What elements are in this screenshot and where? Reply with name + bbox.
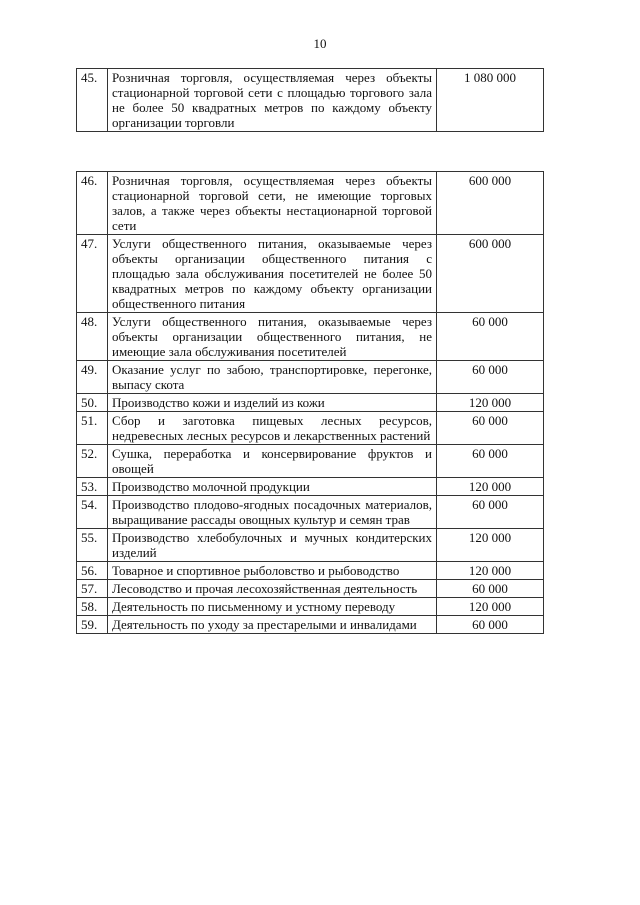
table-row xyxy=(77,598,544,616)
activity-table-top xyxy=(76,68,544,132)
activity-description: Деятельность по уходу за престарелыми и инвалидами xyxy=(108,616,437,634)
activity-description: Производство хлебобулочных и мучных кондитерских изделий xyxy=(108,529,437,562)
page-number: 10 xyxy=(313,36,327,51)
activity-description: Производство молочной продукции xyxy=(108,478,437,496)
row-number: 58. xyxy=(77,598,108,616)
row-number: 47. xyxy=(77,235,108,313)
amount-value: 120 000 xyxy=(437,478,544,496)
row-number: 49. xyxy=(77,361,108,394)
amount-value: 60 000 xyxy=(437,412,544,445)
amount-value: 60 000 xyxy=(437,361,544,394)
row-number: 55. xyxy=(77,529,108,562)
table-row xyxy=(77,529,544,562)
row-number: 45. xyxy=(77,69,108,132)
activity-table-main xyxy=(76,171,544,634)
table-row xyxy=(77,478,544,496)
table-row xyxy=(77,235,544,313)
table-row xyxy=(77,313,544,361)
amount-value: 1 080 000 xyxy=(437,69,544,132)
table-row xyxy=(77,616,544,634)
table-body xyxy=(77,69,544,132)
amount-value: 60 000 xyxy=(437,313,544,361)
row-number: 57. xyxy=(77,580,108,598)
table-row xyxy=(77,361,544,394)
table-row xyxy=(77,412,544,445)
amount-value: 60 000 xyxy=(437,616,544,634)
amount-value: 600 000 xyxy=(437,235,544,313)
amount-value: 60 000 xyxy=(437,580,544,598)
activity-description: Оказание услуг по забою, транспортировке, перегонке, выпасу скота xyxy=(108,361,437,394)
row-number: 50. xyxy=(77,394,108,412)
activity-description: Деятельность по письменному и устному переводу xyxy=(108,598,437,616)
activity-description: Сушка, переработка и консервирование фруктов и овощей xyxy=(108,445,437,478)
activity-description: Товарное и спортивное рыболовство и рыбоводство xyxy=(108,562,437,580)
activity-description: Производство плодово-ягодных посадочных материалов, выращивание рассады овощных культур и семян трав xyxy=(108,496,437,529)
activity-description: Розничная торговля, осуществляемая через объекты стационарной торговой сети, не имеющие торговых залов, а также через объекты нестационарной торговой сети xyxy=(108,172,437,235)
table-body xyxy=(77,172,544,634)
row-number: 53. xyxy=(77,478,108,496)
table-row xyxy=(77,496,544,529)
amount-value: 120 000 xyxy=(437,529,544,562)
table-row xyxy=(77,580,544,598)
amount-value: 60 000 xyxy=(437,445,544,478)
activity-description: Услуги общественного питания, оказываемые через объекты организации общественного питания, не имеющие зала обслуживания посетителей xyxy=(108,313,437,361)
table-row xyxy=(77,394,544,412)
activity-description: Услуги общественного питания, оказываемые через объекты организации общественного питания с площадью зала обслуживания посетителей не более 50 квадратных метров по каждому объекту организации общественного питания xyxy=(108,235,437,313)
table-row xyxy=(77,445,544,478)
amount-value: 120 000 xyxy=(437,562,544,580)
row-number: 59. xyxy=(77,616,108,634)
amount-value: 600 000 xyxy=(437,172,544,235)
row-number: 56. xyxy=(77,562,108,580)
activity-description: Розничная торговля, осуществляемая через объекты стационарной торговой сети с площадью торгового зала не более 50 квадратных метров по каждому объекту организации торговли xyxy=(108,69,437,132)
row-number: 48. xyxy=(77,313,108,361)
table-row xyxy=(77,172,544,235)
activity-description: Производство кожи и изделий из кожи xyxy=(108,394,437,412)
activity-description: Сбор и заготовка пищевых лесных ресурсов, недревесных лесных ресурсов и лекарственных растений xyxy=(108,412,437,445)
table-row xyxy=(77,69,544,132)
row-number: 52. xyxy=(77,445,108,478)
row-number: 54. xyxy=(77,496,108,529)
amount-value: 120 000 xyxy=(437,598,544,616)
activity-description: Лесоводство и прочая лесохозяйственная деятельность xyxy=(108,580,437,598)
amount-value: 120 000 xyxy=(437,394,544,412)
table-row xyxy=(77,562,544,580)
amount-value: 60 000 xyxy=(437,496,544,529)
row-number: 46. xyxy=(77,172,108,235)
row-number: 51. xyxy=(77,412,108,445)
